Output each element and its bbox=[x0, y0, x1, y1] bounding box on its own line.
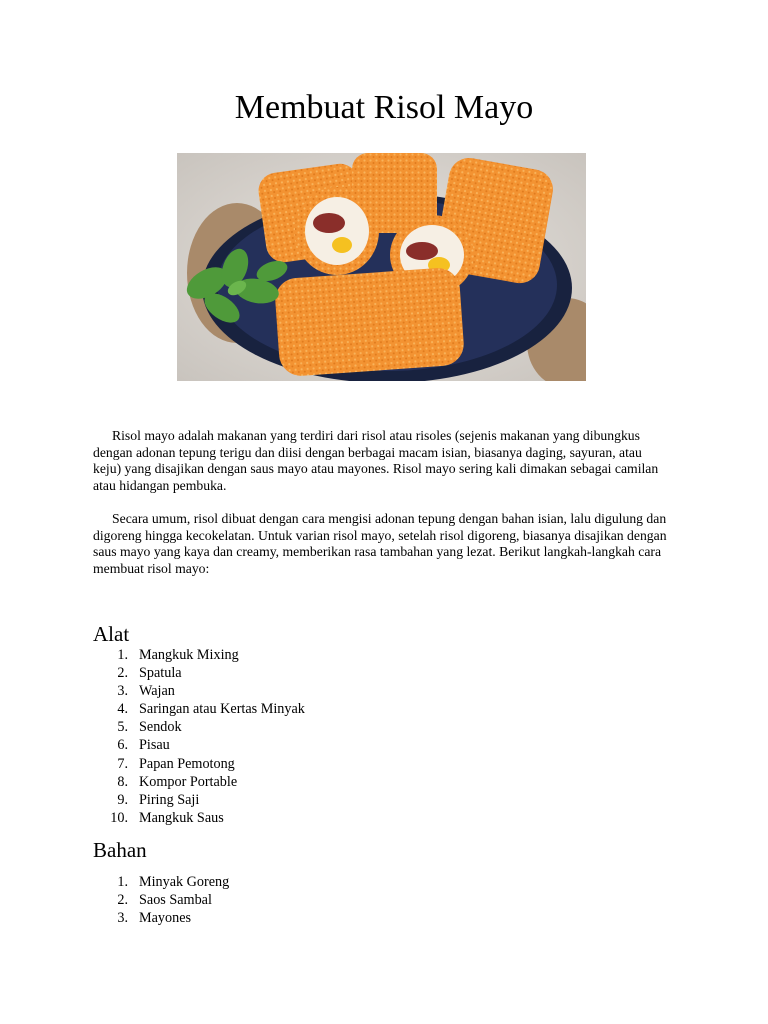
list-number: 1. bbox=[117, 647, 128, 663]
risol-mayo-photo bbox=[177, 153, 586, 381]
list-item bbox=[93, 809, 305, 827]
alat-list bbox=[93, 646, 305, 827]
list-item bbox=[93, 873, 229, 891]
method-paragraph: Secara umum, risol dibuat dengan cara mengisi adonan tepung dengan bahan isian, lalu digulung dan digoreng hingga kecokelatan. Untuk varian risol mayo, setelah risol digoreng, biasanya disajikan dengan saus mayo yang kaya dan creamy, memberikan rasa tambahan yang lezat. Berikut langkah-langkah cara membuat risol mayo: bbox=[93, 511, 667, 576]
list-number: 3. bbox=[117, 683, 128, 700]
list-number: 4. bbox=[117, 701, 128, 718]
list-text: Mangkuk Mixing bbox=[139, 647, 239, 663]
list-item bbox=[93, 736, 305, 754]
list-text: Mayones bbox=[139, 910, 192, 927]
list-number: 8. bbox=[117, 773, 128, 790]
list-item bbox=[93, 773, 305, 791]
list-number: 3. bbox=[117, 910, 128, 927]
list-item bbox=[93, 791, 305, 809]
list-item bbox=[93, 646, 305, 664]
list-number: 10. bbox=[110, 809, 128, 826]
list-text: Pisau bbox=[139, 737, 170, 754]
list-number: 9. bbox=[117, 791, 128, 808]
list-item bbox=[93, 682, 305, 700]
list-item bbox=[93, 664, 305, 682]
list-number: 7. bbox=[117, 755, 128, 772]
list-item bbox=[93, 700, 305, 718]
list-text: Papan Pemotong bbox=[139, 755, 235, 772]
list-number: 2. bbox=[117, 892, 128, 909]
alat-heading: Alat bbox=[93, 622, 130, 646]
list-number: 6. bbox=[117, 737, 128, 754]
page-title: Membuat Risol Mayo bbox=[234, 89, 534, 126]
list-text: Minyak Goreng bbox=[139, 874, 230, 890]
list-text: Saringan atau Kertas Minyak bbox=[139, 701, 305, 718]
list-text: Piring Saji bbox=[139, 791, 200, 808]
list-number: 5. bbox=[117, 719, 128, 736]
list-item bbox=[93, 909, 229, 927]
bahan-list bbox=[93, 873, 229, 927]
list-text: Mangkuk Saus bbox=[139, 809, 224, 826]
intro-paragraph: Risol mayo adalah makanan yang terdiri dari risol atau risoles (sejenis makanan yang dibungkus dengan adonan tepung terigu dan diisi dengan berbagai macam isian, biasanya daging, sayuran, atau keju) yang disajikan dengan saus mayo atau mayones. Risol mayo sering kali dimakan sebagai camilan atau hidangan pembuka. bbox=[93, 428, 659, 493]
list-text: Saos Sambal bbox=[139, 892, 212, 909]
list-text: Wajan bbox=[139, 683, 175, 700]
list-item bbox=[93, 891, 229, 909]
bahan-heading: Bahan bbox=[93, 838, 147, 862]
list-text: Kompor Portable bbox=[139, 773, 238, 790]
list-text: Sendok bbox=[139, 719, 182, 736]
list-number: 1. bbox=[117, 874, 128, 890]
list-number: 2. bbox=[117, 665, 128, 682]
list-item bbox=[93, 755, 305, 773]
list-item bbox=[93, 718, 305, 736]
list-text: Spatula bbox=[139, 665, 182, 682]
